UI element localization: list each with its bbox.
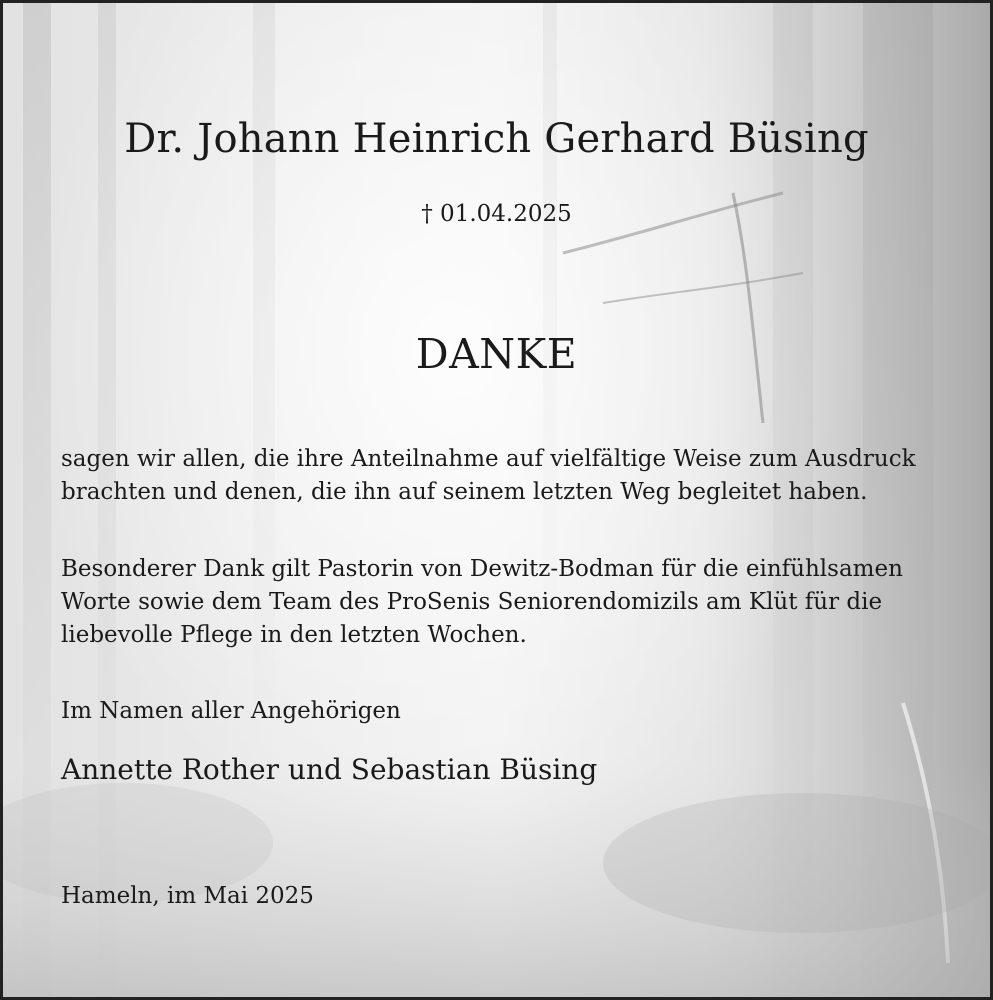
paragraph-line: liebevolle Pflege in den letzten Wochen. <box>61 622 527 648</box>
place-date: Hameln, im Mai 2025 <box>61 883 314 909</box>
death-date: † 01.04.2025 <box>421 201 572 227</box>
thanks-paragraph <box>61 443 941 509</box>
thanks-heading: DANKE <box>415 330 578 378</box>
notice-content <box>3 3 990 997</box>
paragraph-line: brachten und denen, die ihn auf seinem letzten Weg begleitet haben. <box>61 479 868 505</box>
closing-line: Im Namen aller Angehörigen <box>61 698 401 724</box>
paragraph-line: Besonderer Dank gilt Pastorin von Dewitz-Bodman für die einfühlsamen <box>61 556 903 582</box>
deceased-name: Dr. Johann Heinrich Gerhard Büsing <box>124 116 869 162</box>
paragraph-line: Worte sowie dem Team des ProSenis Seniorendomizils am Klüt für die <box>61 589 883 615</box>
signatories: Annette Rother und Sebastian Büsing <box>61 753 598 786</box>
special-thanks-paragraph <box>61 553 941 652</box>
paragraph-line: sagen wir allen, die ihre Anteilnahme auf vielfältige Weise zum Ausdruck <box>61 446 916 472</box>
